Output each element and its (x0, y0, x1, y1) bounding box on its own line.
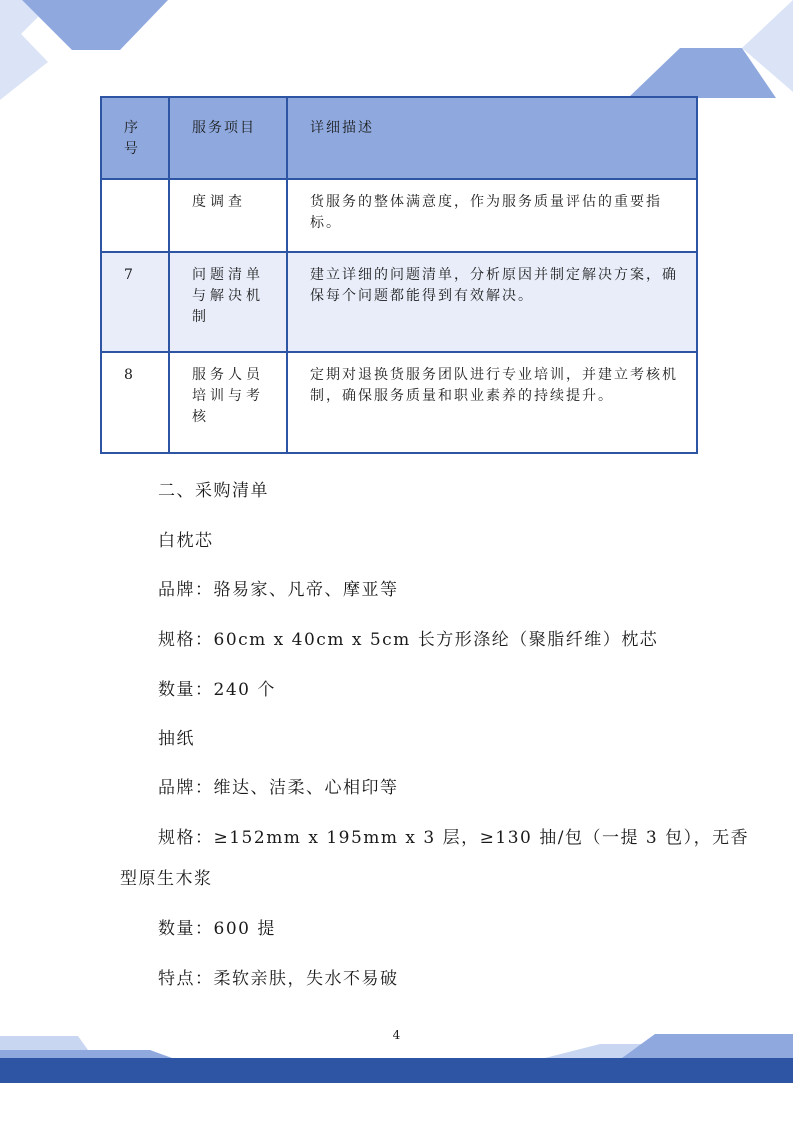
service-table (100, 96, 698, 454)
table-header-row (101, 97, 697, 179)
row-description: 货服务的整体满意度，作为服务质量评估的重要指标。 (287, 179, 697, 252)
header-number: 序号 (101, 97, 169, 179)
row-description: 定期对退换货服务团队进行专业培训，并建立考核机制，确保服务质量和职业素养的持续提升。 (287, 352, 697, 453)
row-number (101, 179, 169, 252)
row-number: 7 (101, 252, 169, 352)
item-quantity: 数量：240 个 (158, 680, 276, 700)
table-row (101, 252, 697, 352)
top-left-trapezoid (22, 0, 168, 50)
item-spec-line2: 型原生木浆 (120, 869, 213, 889)
header-service-item: 服务项目 (169, 97, 287, 179)
row-service-item: 度调查 (169, 179, 287, 252)
bottom-left-mid-shape (0, 1050, 172, 1058)
row-service-item: 问题清单与解决机制 (169, 252, 287, 352)
item-brand: 品牌：骆易家、凡帝、摩亚等 (158, 580, 399, 600)
item-name: 抽纸 (158, 729, 195, 749)
page-number: 4 (392, 1028, 401, 1042)
item-spec-line1: 规格：≥152mm x 195mm x 3 层，≥130 抽/包（一提 3 包），无香 (158, 828, 750, 848)
row-service-item: 服务人员培训与考核 (169, 352, 287, 453)
item-name: 白枕芯 (158, 531, 214, 551)
section-title: 二、采购清单 (158, 481, 269, 501)
item-feature: 特点：柔软亲肤，失水不易破 (158, 969, 399, 989)
item-brand: 品牌：维达、洁柔、心相印等 (158, 778, 399, 798)
table-row (101, 352, 697, 453)
row-description: 建立详细的问题清单，分析原因并制定解决方案，确保每个问题都能得到有效解决。 (287, 252, 697, 352)
row-number: 8 (101, 352, 169, 453)
item-spec: 规格：60cm x 40cm x 5cm 长方形涤纶（聚脂纤维）枕芯 (158, 630, 659, 650)
table-row (101, 179, 697, 252)
bottom-band (0, 1058, 793, 1083)
item-quantity: 数量：600 提 (158, 919, 276, 939)
header-description: 详细描述 (287, 97, 697, 179)
